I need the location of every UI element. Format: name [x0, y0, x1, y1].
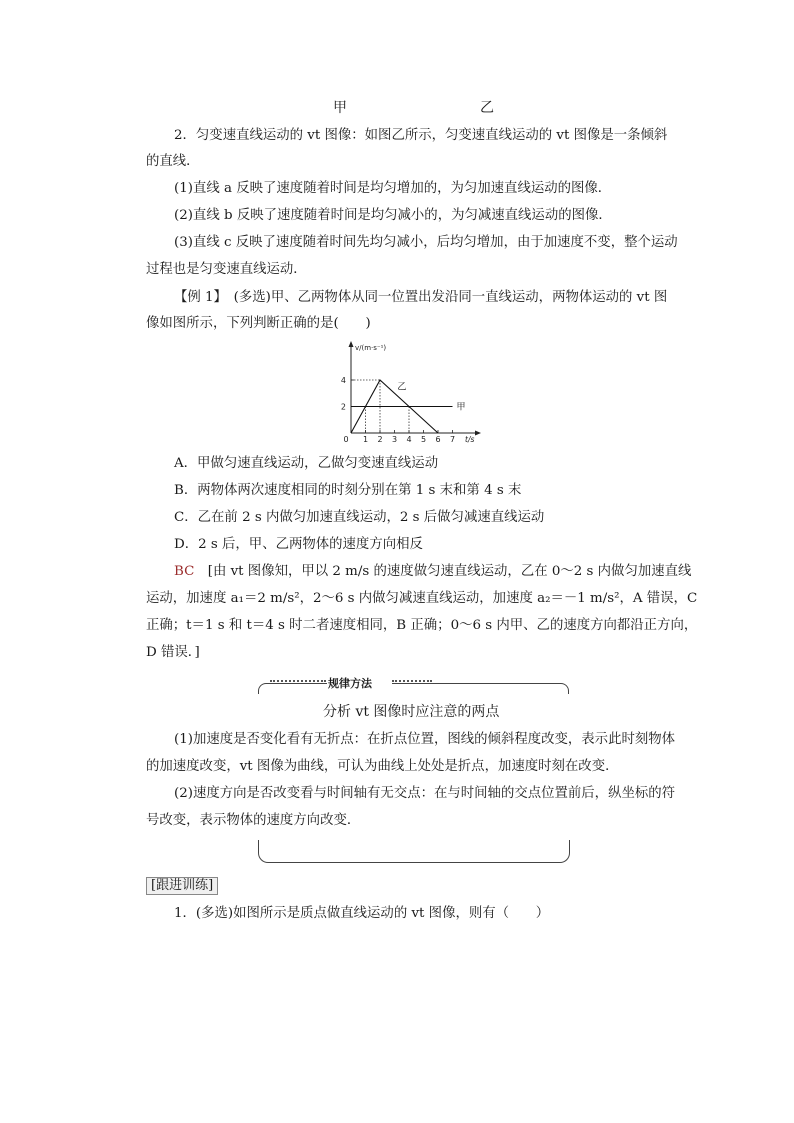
method-point1-line1: (1)加速度是否变化看有无折点：在折点位置，图线的倾斜程度改变，表示此时刻物体 — [174, 732, 676, 747]
section2-item1: (1)直线 a 反映了速度随着时间是均匀增加的，为匀加速直线运动的图像． — [174, 181, 612, 196]
x-axis-arrow — [475, 431, 481, 436]
series-label-jia: 甲 — [456, 402, 466, 413]
followup-label: [跟进训练] — [146, 877, 218, 895]
method-box-header: 规律方法 — [328, 677, 372, 690]
solution-text-1: [由 vt 图像知，甲以 2 m/s 的速度做匀速直线运动，乙在 0～2 s 内做匀加速直线 — [194, 564, 692, 579]
section2-line2: 的直线． — [146, 154, 200, 169]
x-tick-label-5: 5 — [420, 435, 427, 444]
figure-caption-jia: 甲 — [333, 100, 347, 116]
x-tick-label-6: 6 — [435, 435, 441, 444]
example1-line2: 像如图所示，下列判断正确的是( ) — [146, 316, 371, 331]
section2-item2: (2)直线 b 反映了速度随着时间是均匀减小的，为匀减速直线运动的图像． — [174, 208, 612, 223]
option-c: C．乙在前 2 s 内做匀加速直线运动，2 s 后做匀减速直线运动 — [174, 510, 545, 525]
answer-label: BC — [174, 564, 195, 579]
y-axis-label: v/(m·s⁻¹) — [355, 344, 387, 352]
y-axis-arrow — [349, 341, 354, 347]
method-point2-line2: 号改变，表示物体的速度方向改变． — [146, 813, 361, 828]
x-tick-label-4: 4 — [406, 435, 412, 444]
method-box-corner-right — [392, 683, 569, 694]
solution-line1 — [174, 563, 691, 581]
method-box-dots-right — [392, 680, 432, 682]
figure-caption-yi: 乙 — [480, 100, 494, 116]
y-tick-label-4: 4 — [340, 376, 346, 385]
solution-line4: D 错误．] — [146, 645, 200, 660]
method-point2-line1: (2)速度方向是否改变看与时间轴有无交点：在与时间轴的交点位置前后，纵坐标的符 — [174, 786, 676, 801]
section2-item3-line1: (3)直线 c 反映了速度随着时间先均匀减小，后均匀增加，由于加速度不变，整个运动 — [174, 235, 678, 250]
option-d: D．2 s 后，甲、乙两物体的速度方向相反 — [174, 537, 423, 552]
followup-question-1: 1．(多选)如图所示是质点做直线运动的 vt 图像，则有（ ） — [174, 906, 550, 921]
option-b: B．两物体两次速度相同的时刻分别在第 1 s 末和第 4 s 末 — [174, 483, 522, 498]
y-tick-label-2: 2 — [340, 402, 346, 412]
option-a: A．甲做匀速直线运动，乙做匀变速直线运动 — [174, 456, 439, 471]
method-point1-line2: 的加速度改变，vt 图像为曲线，可认为曲线上处处是折点，加速度时刻在改变． — [146, 759, 619, 774]
method-box-bottom — [258, 840, 570, 863]
x-tick-label-1: 1 — [362, 435, 369, 444]
section2-item3-line2: 过程也是匀变速直线运动． — [146, 262, 307, 277]
x-tick-label-0: 0 — [343, 435, 349, 444]
example1-line1: 【例 1】 (多选)甲、乙两物体从同一位置出发沿同一直线运动，两物体运动的 vt 图 — [174, 290, 668, 305]
x-axis-label: t/s — [465, 435, 475, 444]
x-tick-label-3: 3 — [391, 435, 398, 444]
x-tick-label-2: 2 — [377, 435, 383, 444]
series-label-yi: 乙 — [397, 382, 407, 393]
solution-line2: 运动，加速度 a₁＝2 m/s²，2～6 s 内做匀减速直线运动，加速度 a₂＝－1 m/s²，A 错误，C — [146, 591, 698, 606]
solution-line3: 正确；t＝1 s 和 t＝4 s 时二者速度相同，B 正确；0～6 s 内甲、乙的速度方向都沿正方向， — [146, 618, 698, 633]
method-box-dots-left — [270, 680, 326, 682]
vt-chart — [338, 338, 488, 443]
method-box-title: 分析 vt 图像时应注意的两点 — [323, 704, 500, 720]
method-box-corner-left — [258, 683, 327, 694]
x-tick-label-7: 7 — [449, 435, 456, 444]
section2-line1: 2．匀变速直线运动的 vt 图像：如图乙所示，匀变速直线运动的 vt 图像是一条倾斜 — [174, 128, 668, 143]
